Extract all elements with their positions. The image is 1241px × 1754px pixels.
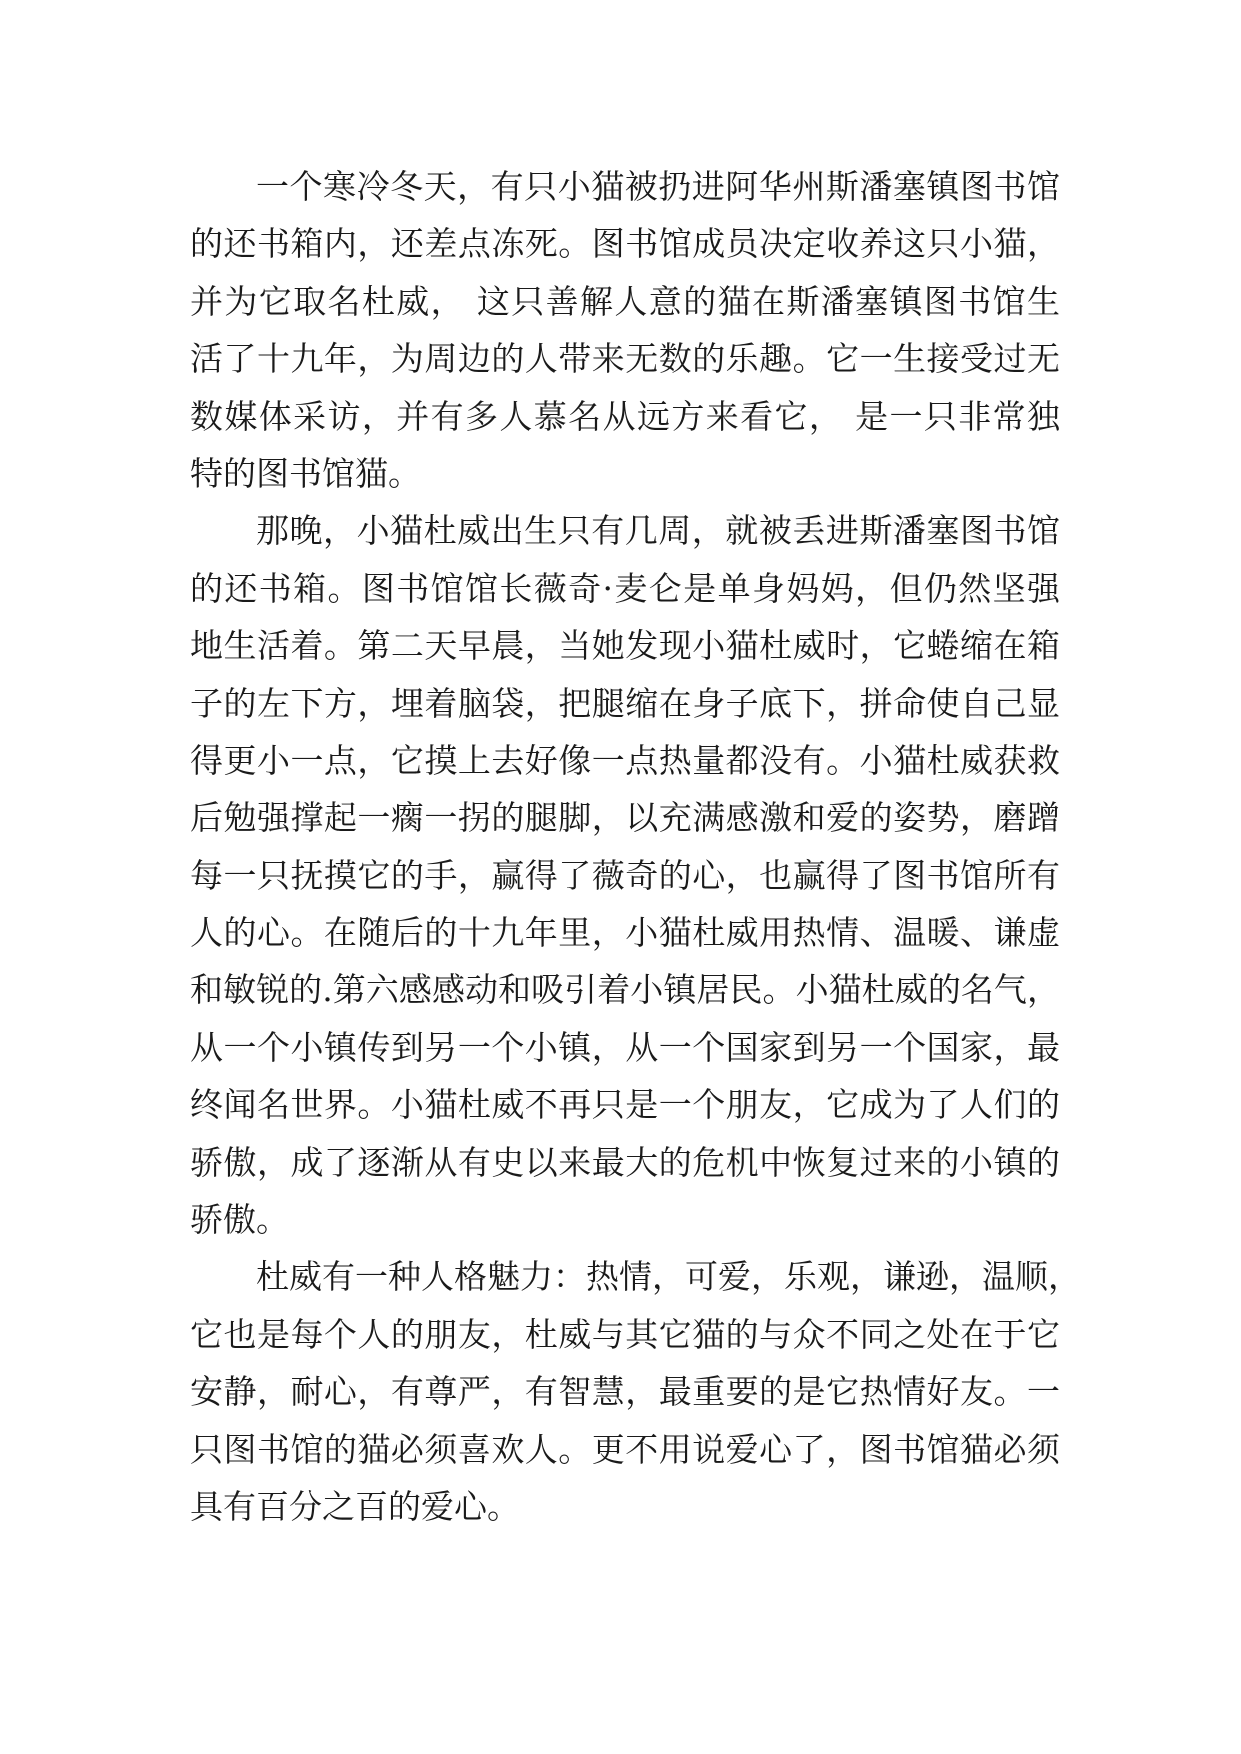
text-line: 的还书箱。图书馆馆长薇奇·麦仑是单身妈妈，但仍然坚强	[190, 568, 1060, 608]
text-line: 安静，耐心，有尊严，有智慧，最重要的是它热情好友。一	[190, 1372, 1060, 1412]
text-line: 一个寒冷冬天，有只小猫被扔进阿华州斯潘塞镇图书馆	[256, 167, 1060, 206]
text-line: 活了十九年，为周边的人带来无数的乐趣。它一生接受过无	[190, 339, 1060, 379]
text-line: 并为它取名杜威， 这只善解人意的猫在斯潘塞镇图书馆生	[190, 281, 1060, 321]
text-line: 只图书馆的猫必须喜欢人。更不用说爱心了，图书馆猫必须	[190, 1429, 1060, 1469]
text-line: 人的心。在随后的十九年里，小猫杜威用热情、温暖、谦虚	[190, 913, 1060, 953]
text-line: 骄傲，成了逐渐从有史以来最大的危机中恢复过来的小镇的	[190, 1142, 1060, 1182]
text-line: 和敏锐的.第六感感动和吸引着小镇居民。小猫杜威的名气，	[190, 970, 1060, 1010]
text-line: 得更小一点，它摸上去好像一点热量都没有。小猫杜威获救	[190, 740, 1060, 780]
text-line: 杜威有一种人格魅力：热情，可爱，乐观，谦逊，温顺，	[256, 1257, 1081, 1297]
text-line: 从一个小镇传到另一个小镇，从一个国家到另一个国家，最	[190, 1027, 1060, 1067]
paragraph-3	[190, 1248, 1081, 1535]
text-line: 每一只抚摸它的手，赢得了薇奇的心，也赢得了图书馆所有	[190, 855, 1060, 895]
paragraph-2	[190, 502, 1060, 1248]
text-line: 特的图书馆猫。	[190, 453, 421, 493]
text-line: 地生活着。第二天早晨，当她发现小猫杜威时，它蜷缩在箱	[190, 626, 1060, 666]
text-line: 那晚，小猫杜威出生只有几周，就被丢进斯潘塞图书馆	[256, 511, 1060, 551]
text-line: 终闻名世界。小猫杜威不再只是一个朋友，它成为了人们的	[190, 1085, 1060, 1125]
text-line: 具有百分之百的爱心。	[190, 1486, 520, 1526]
document-body	[190, 158, 1081, 1535]
paragraph-1	[190, 158, 1060, 502]
text-line: 的还书箱内，还差点冻死。图书馆成员决定收养这只小猫，	[190, 224, 1060, 264]
text-line: 数媒体采访，并有多人慕名从远方来看它， 是一只非常独	[190, 396, 1060, 436]
text-line: 后勉强撑起一瘸一拐的腿脚，以充满感激和爱的姿势，磨蹭	[190, 798, 1060, 838]
text-line: 子的左下方，埋着脑袋，把腿缩在身子底下，拼命使自己显	[190, 683, 1060, 723]
text-line: 骄傲。	[190, 1200, 289, 1240]
text-line: 它也是每个人的朋友，杜威与其它猫的与众不同之处在于它	[190, 1314, 1060, 1354]
